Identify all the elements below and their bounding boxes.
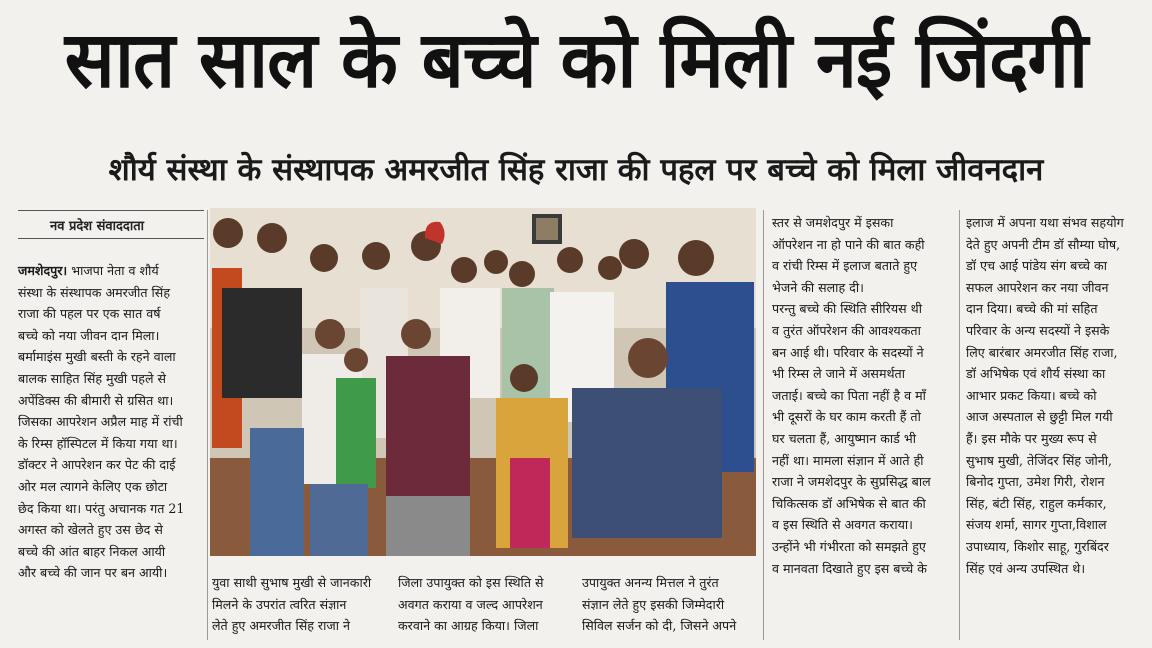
text-line: युवा साथी सुभाष मुखी से जानकारी (212, 575, 372, 590)
text-line: बन आई थी। परिवार के सदस्यों ने (772, 344, 924, 360)
text-line: भेजने की सलाह दी। (772, 279, 864, 295)
text-line: बिनोद गुप्ता, उमेश गिरी, रोशन (966, 474, 1105, 490)
text-line: डॉ अभिषेक एवं शौर्य संस्था का (966, 366, 1106, 382)
text-line: दान दिया। बच्चे की मां सहित (966, 301, 1098, 317)
text-line: राजा ने जमशेदपुर के सुप्रसिद्ध बाल (772, 474, 931, 490)
text-line: बच्चे की आंत बाहर निकल आयी (18, 543, 166, 559)
byline: नव प्रदेश संवाददाता (50, 219, 144, 234)
byline-rule-top (18, 210, 204, 211)
text-line: परिवार के अन्य सदस्यों ने इसके (966, 322, 1110, 338)
text-line: अगस्त को खेलते हुए उस छेद से (18, 522, 163, 538)
column-1-first-line: जमशेदपुर। भाजपा नेता व शौर्य (18, 263, 159, 278)
text-line: छेद किया था। परंतु अचानक गत 21 (18, 500, 185, 516)
text-line: जिसका आपरेशन अप्रैल माह में रांची (18, 414, 183, 430)
dateline: जमशेदपुर। (18, 263, 68, 278)
text-line: जताई। बच्चे का पिता नहीं है व माँ (772, 387, 926, 403)
text-line: संज्ञान लेते हुए इसकी जिम्मेदारी (582, 596, 725, 612)
text-line: उपायुक्त अनन्य मित्तल ने तुरंत (582, 575, 719, 590)
text-line: व तुरंत ऑपरेशन की आवश्यकता (772, 322, 921, 338)
text-line: और बच्चे की जान पर बन आयी। (18, 565, 168, 581)
text-line: घर चलता हैं, आयुष्मान कार्ड भी (772, 430, 916, 446)
text-line: परन्तु बच्चे की स्थिति सीरियस थी (772, 301, 922, 317)
text-line: ओर मल त्यागने केलिए एक छोटा (18, 478, 168, 494)
text-line: हैं। इस मौके पर मुख्य रूप से (966, 430, 1097, 446)
text-line: करवाने का आग्रह किया। जिला (398, 618, 539, 634)
column-divider (959, 210, 960, 640)
text-line: सफल आपरेशन कर नया जीवन (966, 279, 1109, 295)
text-line: लेते हुए अमरजीत सिंह राजा ने (212, 618, 350, 634)
text-line: स्तर से जमशेदपुर में इसका (772, 215, 894, 230)
text-line: उन्होंने भी गंभीरता को समझते हुए (772, 538, 926, 554)
article-continuation-1 (212, 572, 390, 637)
text-line: अपेंडिक्स की बीमारी से ग्रसित था। (18, 392, 174, 408)
article-column-3 (772, 212, 954, 579)
text-line: सिंह, बंटी सिंह, राहुल कर्मकार, (966, 495, 1107, 511)
text-line: सिंह एवं अन्य उपस्थित थे। (966, 560, 1086, 576)
text-line: देते हुए अपनी टीम डॉ सौम्या घोष, (966, 236, 1121, 252)
text-line: के रिम्स हॉस्पिटल में किया गया था। (18, 435, 178, 451)
text-line: भी दूसरों के घर काम करती हैं तो (772, 409, 921, 425)
text-line: व मानवता दिखाते हुए इस बच्चे के (772, 560, 927, 576)
text-line: संजय शर्मा, सागर गुप्ता,विशाल (966, 517, 1107, 533)
article-column-4 (966, 212, 1138, 579)
article-continuation-2 (398, 572, 572, 637)
headline: सात साल के बच्चे को मिली नई जिंदगी (64, 14, 1088, 106)
text-line: संस्था के संस्थापक अमरजीत सिंह (18, 284, 170, 300)
text-line: भी रिम्स ले जाने में असमर्थता (772, 366, 905, 382)
text-line: बच्चे को नया जीवन दान मिला। (18, 327, 160, 343)
text-line: आज अस्पताल से छुट्टी मिल गयी (966, 409, 1113, 425)
text-line: अवगत कराया व जल्द आपरेशन (398, 596, 543, 612)
text-line: मिलने के उपरांत त्वरित संज्ञान (212, 596, 347, 612)
text-line: बालक साहित सिंह मुखी पहले से (18, 370, 167, 386)
article-continuation-3 (582, 572, 758, 637)
text-line: इलाज में अपना यथा संभव सहयोग (966, 215, 1124, 230)
text-line: डॉक्टर ने आपरेशन कर पेट की दाई (18, 457, 176, 473)
text-line: व रांची रिम्स में इलाज बताते हुए (772, 258, 918, 274)
text-line: आभार प्रकट किया। बच्चे को (966, 387, 1097, 403)
text-line: ऑपरेशन ना हो पाने की बात कही (772, 236, 925, 252)
text-line: लिए बारंबार अमरजीत सिंह राजा, (966, 344, 1118, 360)
text-line: सुभाष मुखी, तेजिंदर सिंह जोनी, (966, 452, 1112, 468)
text-line: चिकित्सक डॉ अभिषेक से बात की (772, 495, 926, 511)
text-line: नहीं था। मामला संज्ञान में आते ही (772, 452, 924, 468)
text-line: उपाध्याय, किशोर साहू, गुरबिंदर (966, 538, 1109, 554)
group-photo (210, 208, 756, 556)
article-column-1 (18, 260, 206, 584)
byline-rule-bottom (18, 238, 204, 239)
subheadline: शौर्य संस्था के संस्थापक अमरजीत सिंह राजा की पहल पर बच्चे को मिला जीवनदान (108, 152, 1044, 188)
column-divider (763, 210, 764, 640)
group-photo-illustration (210, 208, 756, 556)
text-line: डॉ एच आई पांडेय संग बच्चे का (966, 258, 1107, 274)
text-line: राजा की पहल पर एक सात वर्ष (18, 306, 161, 322)
column-divider (207, 210, 208, 640)
text-line: बर्मामाइंस मुखी बस्ती के रहने वाला (18, 349, 176, 365)
text-line: व इस स्थिति से अवगत कराया। (772, 517, 913, 533)
text-line: जिला उपायुक्त को इस स्थिति से (398, 575, 544, 590)
text-line: सिविल सर्जन को दी, जिसने अपने (582, 618, 737, 634)
